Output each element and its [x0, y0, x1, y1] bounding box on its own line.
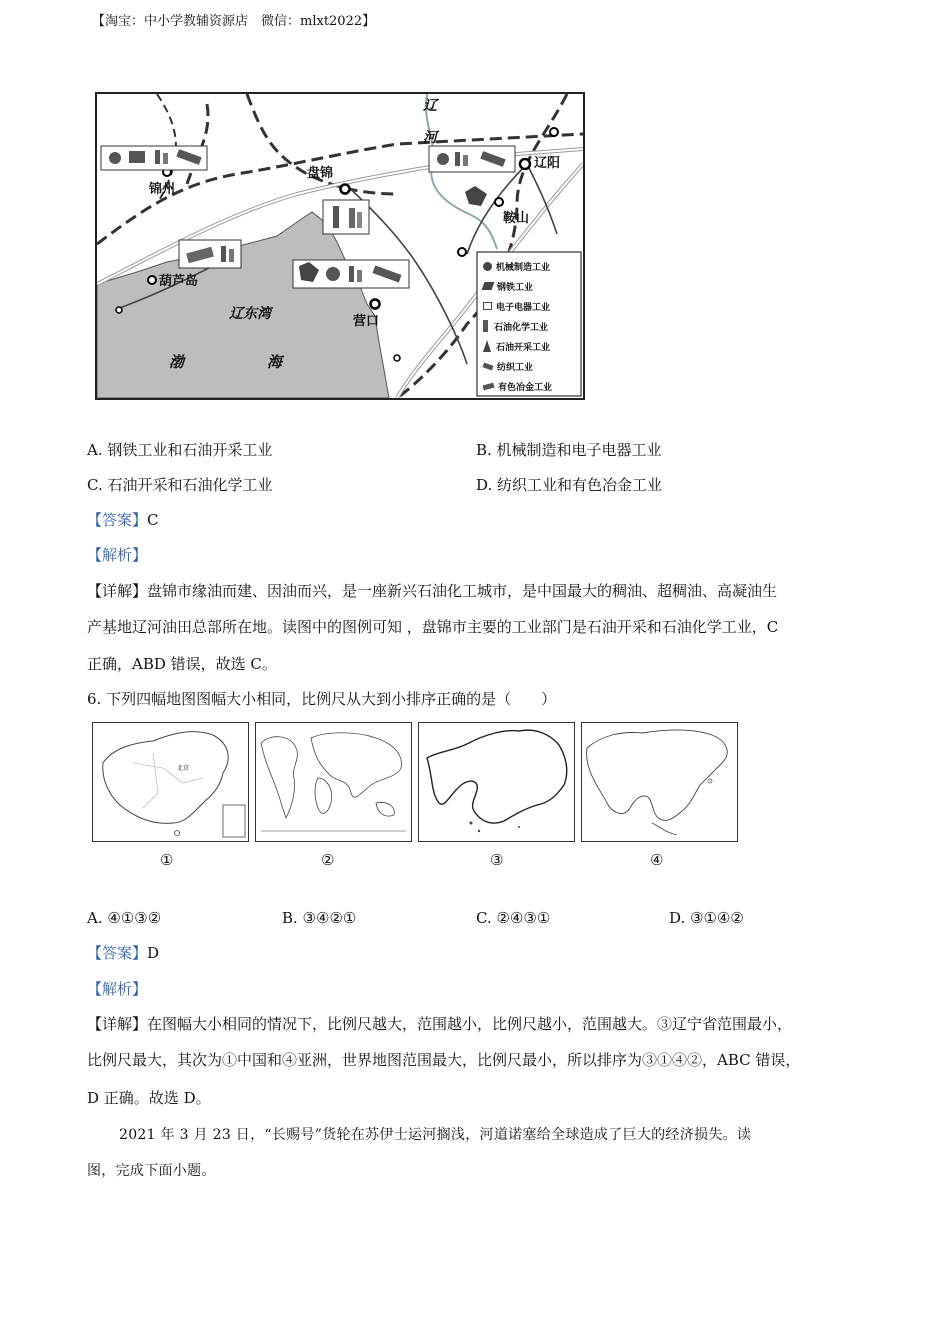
tv-icon [483, 302, 492, 310]
label-yingkou: 营口 [353, 314, 380, 329]
label-huludao: 葫芦岛 [159, 274, 199, 289]
map-asia [581, 722, 738, 842]
answer-tag: 【答案】 [87, 511, 148, 529]
q6-option-d: D. ③①④② [669, 909, 744, 927]
map-caption-4: ④ [650, 851, 664, 869]
label-beijing: 北京 [177, 765, 190, 772]
label-liaodongwan: 辽东湾 [229, 306, 271, 322]
answer-tag: 【答案】 [87, 944, 148, 962]
q5-detail-line-2: 产基地辽河油田总部所在地。读图中的图例可知 ，盘锦市主要的工业部门是石油开采和石油化学工业，C [87, 618, 779, 636]
huludao-industry-box [179, 240, 241, 268]
q5-option-d: D. 纺织工业和有色冶金工业 [476, 476, 663, 494]
label-bo: 渤 [169, 353, 185, 371]
map-china [92, 722, 249, 842]
oil-rig-icon [483, 340, 491, 352]
legend-item: 石油化学工业 [483, 316, 579, 336]
petrochem-icon [483, 320, 488, 332]
metal-icon [483, 382, 495, 390]
q6-detail-line-1: 【详解】在图幅大小相同的情况下，比例尺越大，范围越小，比例尺越小，范围越大。③辽宁省范围最小， [87, 1015, 793, 1033]
liaoyang-industry-box [429, 146, 515, 172]
intro-line-1: 2021 年 3 月 23 日，“长赐号”货轮在苏伊士运河搁浅，河道诺塞给全球造成了巨大的经济损失。读 [119, 1127, 752, 1143]
textile-icon [482, 362, 493, 370]
label-liaoyang: 辽阳 [534, 156, 561, 171]
detail-tag: 【详解】 [87, 582, 148, 600]
map-caption-3: ③ [490, 851, 504, 869]
q5-detail-line-1: 【详解】盘锦市缘油而建、因油而兴，是一座新兴石油化工城市，是中国最大的稠油、超稠油、高凝油生 [87, 582, 778, 600]
q6-analysis-tag: 【解析】 [87, 980, 148, 998]
label-anshan: 鞍山 [503, 211, 530, 226]
label-hai: 海 [267, 353, 283, 371]
gear-icon [483, 262, 492, 271]
yingkou-industry-box [293, 260, 409, 288]
intro-line-2: 图，完成下面小题。 [87, 1163, 216, 1179]
q6-question: 6. 下列四幅地图图幅大小相同，比例尺从大到小排序正确的是（ ） [87, 690, 557, 708]
map-world [255, 722, 412, 842]
anshan-industry-box [465, 186, 487, 206]
q5-analysis-tag: 【解析】 [87, 546, 148, 564]
detail-tag: 【详解】 [87, 1015, 148, 1033]
label-liao-river: 辽 [423, 98, 437, 114]
jinzhou-industry-box [101, 146, 207, 170]
q5-detail-line-3: 正确，ABD 错误，故选 C。 [87, 655, 277, 673]
q6-option-b: B. ③④②① [282, 909, 357, 927]
q5-option-b: B. 机械制造和电子电器工业 [476, 441, 662, 459]
legend-item: 纺织工业 [483, 356, 579, 376]
q5-option-a: A. 钢铁工业和石油开采工业 [87, 441, 273, 459]
legend-item: 电子电器工业 [483, 296, 579, 316]
liaoning-industry-map [95, 92, 585, 400]
q5-option-c: C. 石油开采和石油化学工业 [87, 476, 273, 494]
q6-detail-line-3: D 正确。故选 D。 [87, 1089, 211, 1107]
q5-answer-row [87, 510, 159, 530]
legend-item: 有色冶金工业 [483, 376, 579, 396]
legend-item: 钢铁工业 [483, 276, 579, 296]
q6-detail-line-2: 比例尺最大，其次为①中国和④亚洲，世界地图范围最大，比例尺最小，所以排序为③①④②，ABC 错误， [87, 1051, 801, 1069]
label-he: 河 [423, 130, 437, 146]
answer-value: D [147, 944, 160, 962]
map-legend [483, 256, 579, 396]
map-caption-2: ② [321, 851, 335, 869]
legend-item: 机械制造工业 [483, 256, 579, 276]
panjin-industry-box [323, 200, 369, 234]
q6-answer-row [87, 943, 159, 963]
map-liaoning [418, 722, 575, 842]
label-panjin: 盘锦 [307, 166, 334, 181]
legend-item: 石油开采工业 [483, 336, 579, 356]
answer-value: C [147, 511, 159, 529]
map-caption-1: ① [160, 851, 174, 869]
label-jinzhou: 锦州 [149, 182, 176, 197]
q6-option-a: A. ④①③② [87, 909, 162, 927]
steel-icon [482, 282, 495, 290]
page-header: 【淘宝：中小学教辅资源店 微信：mlxt2022】 [92, 14, 376, 29]
q6-option-c: C. ②④③① [476, 909, 551, 927]
